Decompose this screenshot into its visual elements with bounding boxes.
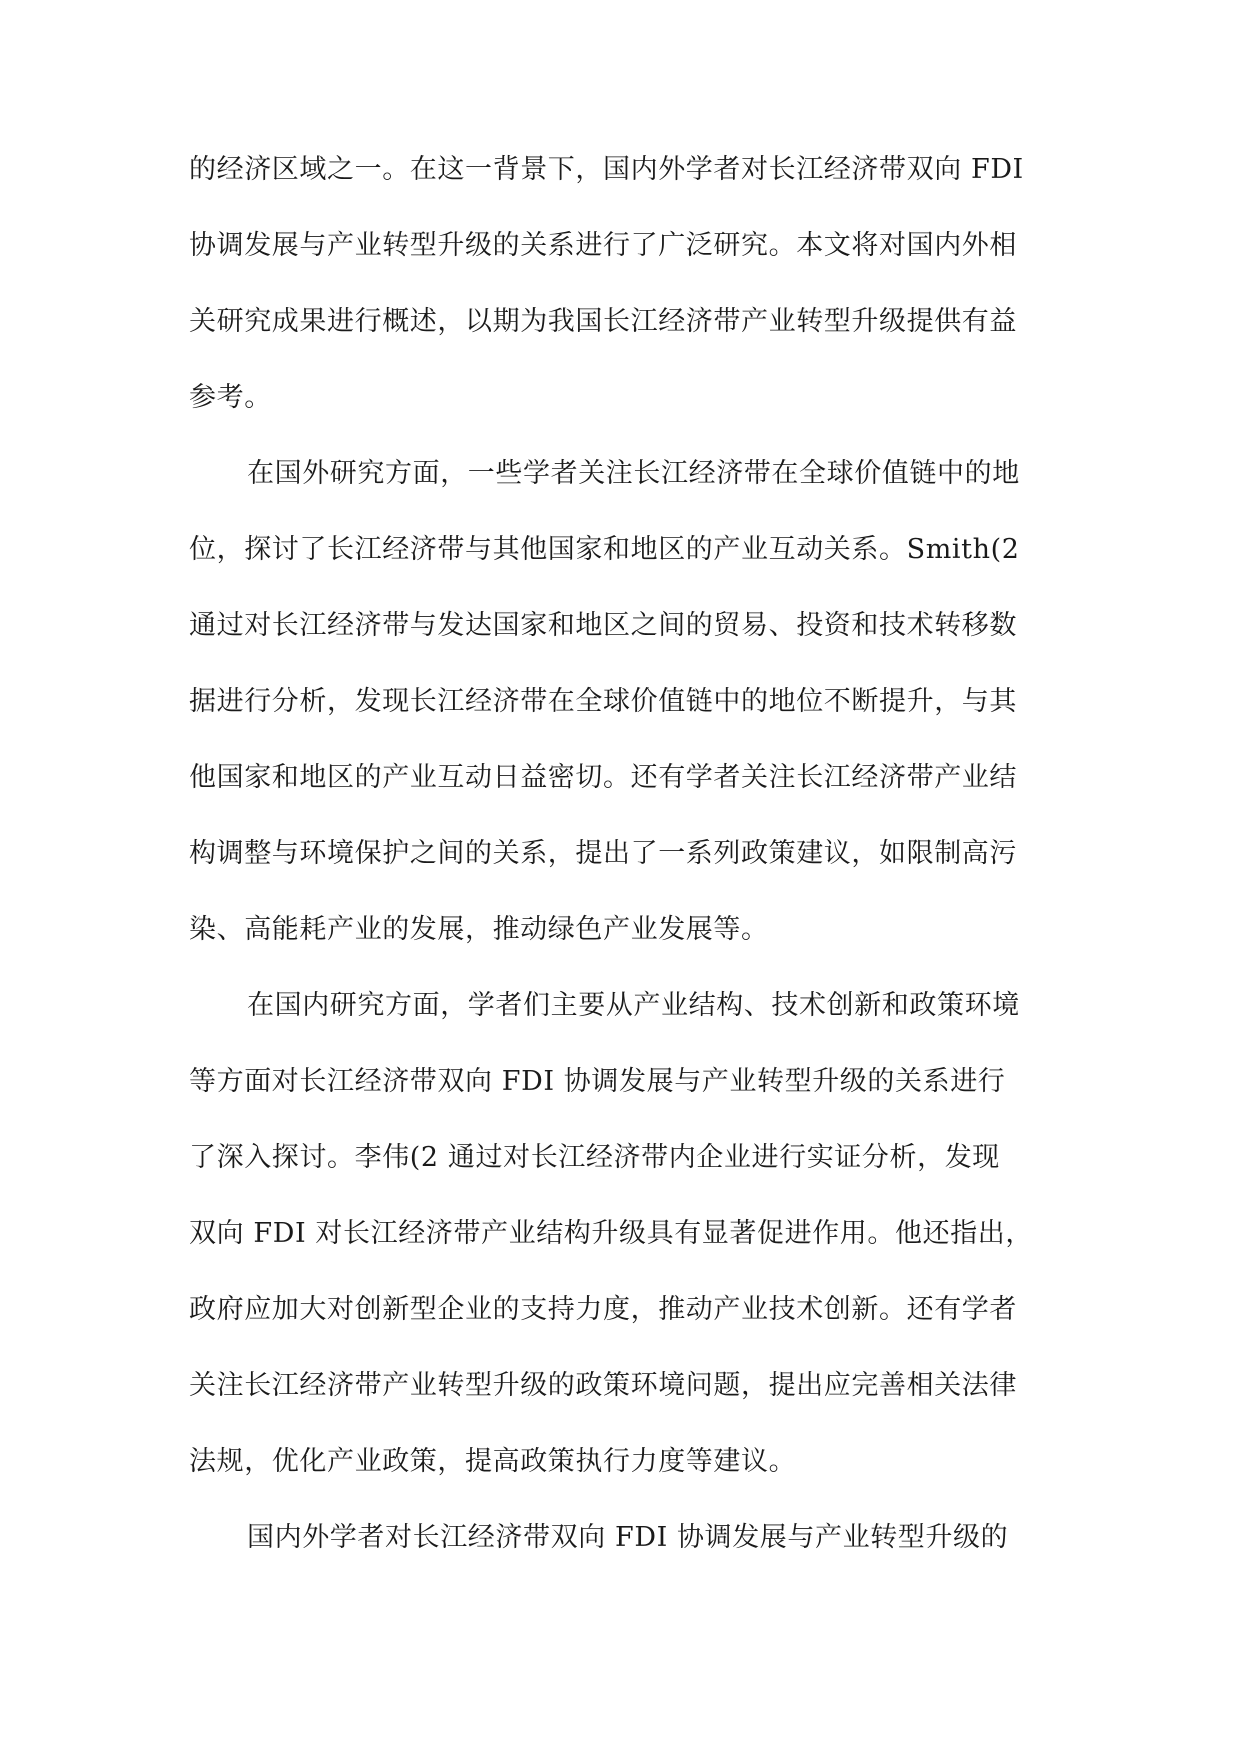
text-line: 通过对长江经济带与发达国家和地区之间的贸易、投资和技术转移数 [189, 610, 1017, 641]
text-line: 关注长江经济带产业转型升级的政策环境问题，提出应完善相关法律 [189, 1370, 1017, 1401]
text-line: 的经济区域之一。在这一背景下，国内外学者对长江经济带双向 FDI [189, 154, 1024, 185]
text-line: 他国家和地区的产业互动日益密切。还有学者关注长江经济带产业结 [189, 762, 1017, 793]
text-line: 政府应加大对创新型企业的支持力度，推动产业技术创新。还有学者 [189, 1294, 1017, 1325]
paragraph-start-line: 国内外学者对长江经济带双向 FDI 协调发展与产业转型升级的 [247, 1522, 1009, 1553]
text-line: 关研究成果进行概述，以期为我国长江经济带产业转型升级提供有益 [189, 306, 1017, 337]
text-line: 了深入探讨。李伟(2 通过对长江经济带内企业进行实证分析，发现 [189, 1142, 1000, 1173]
text-line: 协调发展与产业转型升级的关系进行了广泛研究。本文将对国内外相 [189, 230, 1017, 261]
text-line: 参考。 [189, 382, 272, 413]
text-line: 位，探讨了长江经济带与其他国家和地区的产业互动关系。Smith(2 [189, 534, 1020, 565]
text-line: 据进行分析，发现长江经济带在全球价值链中的地位不断提升，与其 [189, 686, 1017, 717]
text-line: 构调整与环境保护之间的关系，提出了一系列政策建议，如限制高污 [189, 838, 1017, 869]
text-line: 法规，优化产业政策，提高政策执行力度等建议。 [189, 1446, 797, 1477]
text-line: 染、高能耗产业的发展，推动绿色产业发展等。 [189, 914, 769, 945]
paragraph-start-line: 在国内研究方面，学者们主要从产业结构、技术创新和政策环境 [247, 990, 1020, 1021]
text-line: 双向 FDI 对长江经济带产业结构升级具有显著促进作用。他还指出， [189, 1218, 1034, 1249]
text-line: 等方面对长江经济带双向 FDI 协调发展与产业转型升级的关系进行 [189, 1066, 1006, 1097]
paragraph-start-line: 在国外研究方面，一些学者关注长江经济带在全球价值链中的地 [247, 458, 1020, 489]
